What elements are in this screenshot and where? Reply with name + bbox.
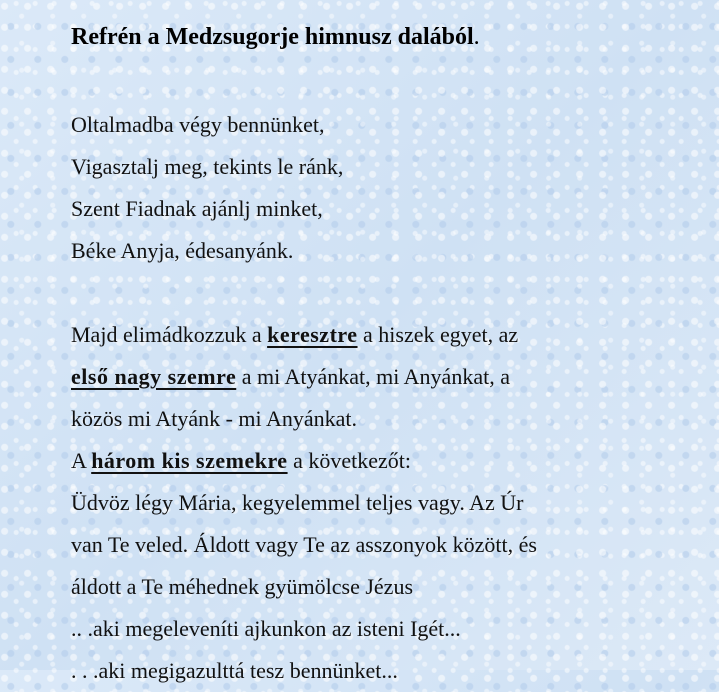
text-segment: a hiszek egyet, az [357, 322, 519, 347]
prayer-line: Üdvöz légy Mária, kegyelemmel teljes vagy. Az Úr [71, 490, 524, 515]
link-elso-nagy-szemre[interactable]: első nagy szemre [71, 364, 237, 389]
document-page [71, 20, 671, 692]
refrain-stanza [71, 104, 671, 272]
paragraph-line [71, 356, 671, 398]
text-segment: Majd elimádkozzuk a [71, 322, 268, 347]
prayer-line: . . .aki megigazulttá tesz bennünket... [71, 658, 398, 683]
prayer-line: áldott a Te méhednek gyümölcse Jézus [71, 574, 414, 599]
text-segment: A [71, 448, 92, 473]
title-text: Refrén a Medzsugorje himnusz dalából [71, 24, 474, 50]
link-keresztre[interactable]: keresztre [267, 322, 358, 347]
refrain-line: Szent Fiadnak ajánlj minket, [71, 196, 323, 221]
paragraph-line: közös mi Atyánk - mi Anyánkat. [71, 406, 357, 431]
prayer-instructions [71, 314, 671, 692]
page-title [71, 20, 671, 54]
link-harom-kis-szemekre[interactable]: három kis szemekre [91, 448, 288, 473]
refrain-line: Béke Anyja, édesanyánk. [71, 238, 294, 263]
text-segment: a mi Atyánkat, mi Anyánkat, a [236, 364, 510, 389]
prayer-line: van Te veled. Áldott vagy Te az asszonyok között, és [71, 532, 537, 557]
paragraph-line [71, 440, 671, 482]
paragraph-line [71, 314, 671, 356]
refrain-line: Vigasztalj meg, tekints le ránk, [71, 154, 344, 179]
prayer-line: .. .aki megeleveníti ajkunkon az isteni Igét... [71, 616, 461, 641]
title-dot: . [473, 24, 480, 50]
text-segment: a következőt: [287, 448, 411, 473]
refrain-line: Oltalmadba végy bennünket, [71, 112, 325, 137]
